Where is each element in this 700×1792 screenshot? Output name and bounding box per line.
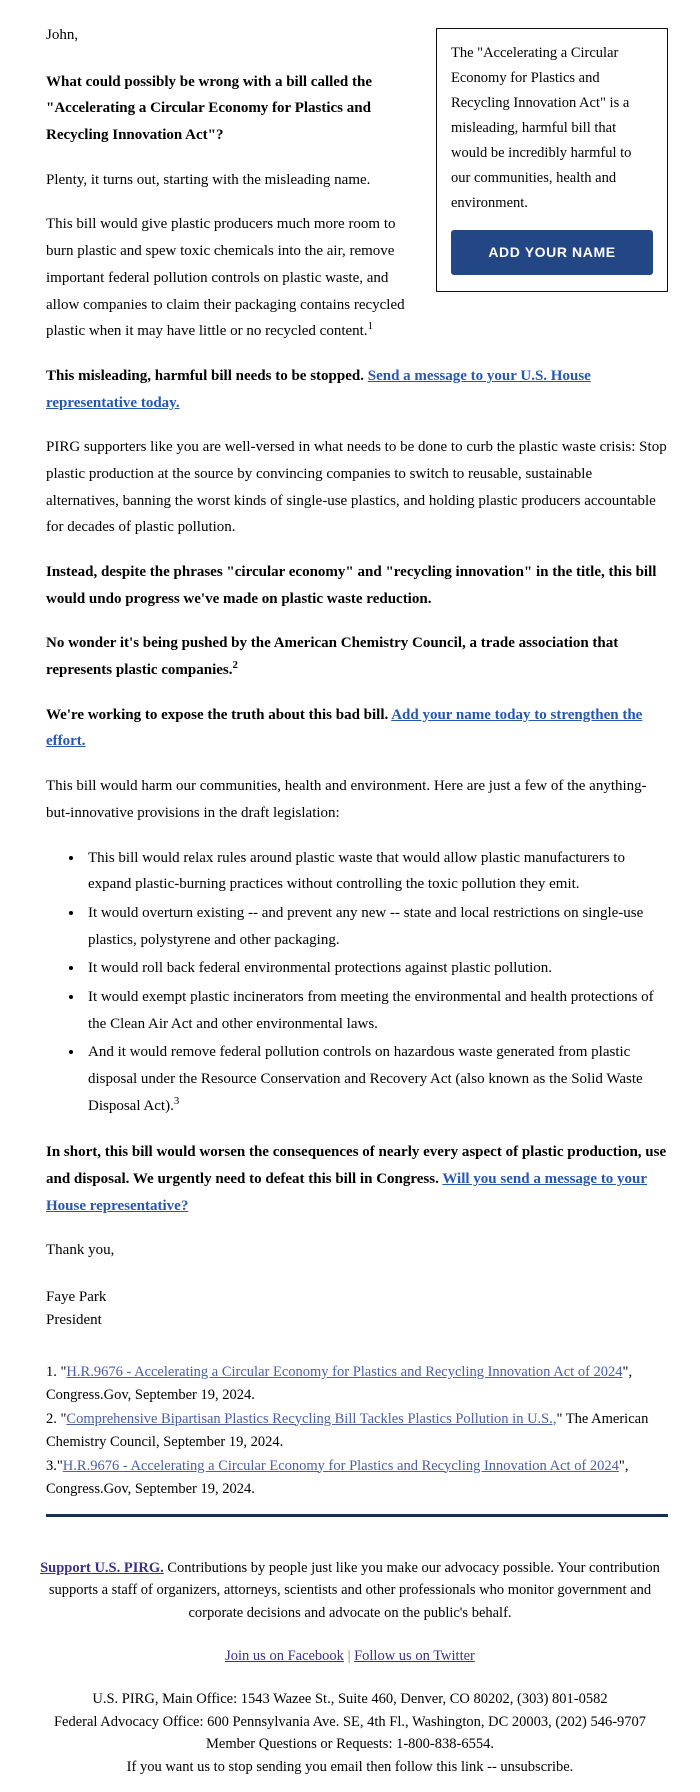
list-item bbox=[84, 1039, 668, 1119]
footer-divider bbox=[46, 1514, 668, 1517]
footnote-rest: ", Congress.Gov, September 19, 2024. bbox=[46, 1363, 633, 1404]
add-your-name-link[interactable]: Add your name today to strengthen the effort. bbox=[46, 706, 643, 750]
footnote-3 bbox=[46, 1455, 668, 1502]
facebook-link[interactable]: Join us on Facebook bbox=[225, 1648, 344, 1665]
support-paragraph bbox=[40, 1557, 660, 1626]
footnote-quote: " bbox=[56, 1457, 63, 1474]
footnote-1 bbox=[46, 1361, 668, 1408]
paragraph-no-wonder-text: No wonder it's being pushed by the American Chemistry Council, a trade association that represents plastic companies. bbox=[46, 635, 619, 679]
list-item bbox=[84, 955, 668, 982]
paragraph-in-short-lead: In short, this bill would worsen the consequences of nearly every aspect of plastic production, use and disposal. We urgently need to defeat this bill in Congress. bbox=[46, 1144, 667, 1188]
address-block bbox=[40, 1688, 660, 1778]
list-item-text: This bill would relax rules around plastic waste that would allow plastic manufacturers to expand plastic-burning practices without controlling the toxic pollution they emit. bbox=[88, 849, 625, 893]
footnote-quote: " bbox=[60, 1410, 67, 1427]
footnote-number: 3. bbox=[46, 1457, 57, 1474]
footnote-link[interactable]: Comprehensive Bipartisan Plastics Recycling Bill Tackles Plastics Pollution in U.S., bbox=[66, 1410, 557, 1427]
footnote-number: 1. bbox=[46, 1363, 61, 1380]
paragraph-harm-intro: This bill would harm our communities, health and environment. Here are just a few of the anything-but-innovative provisions in the draft legislation: bbox=[46, 778, 647, 821]
paragraph-in-short bbox=[46, 1139, 668, 1219]
footnote-link[interactable]: H.R.9676 - Accelerating a Circular Economy for Plastics and Recycling Innovation Act of 2024 bbox=[62, 1457, 619, 1474]
paragraph-no-wonder bbox=[46, 630, 668, 683]
paragraph-bill-would-give-text: This bill would give plastic producers much more room to burn plastic and spew toxic chemicals into the air, remove important federal pollution controls on plastic waste, and allow companies to claim their packaging contains recycled plastic when it may have little or no recycled content. bbox=[46, 216, 405, 340]
address-line-unsubscribe: If you want us to stop sending you email then follow this link -- unsubscribe. bbox=[126, 1758, 574, 1775]
paragraph-needs-stopped-lead: This misleading, harmful bill needs to be stopped. bbox=[46, 367, 368, 384]
footnote-ref-1[interactable]: 1 bbox=[367, 320, 373, 333]
footnote-rest: ", Congress.Gov, September 19, 2024. bbox=[46, 1457, 629, 1498]
send-message-house-link[interactable]: Send a message to your U.S. House representative today. bbox=[46, 367, 591, 411]
footnote-2 bbox=[46, 1408, 668, 1455]
list-item bbox=[84, 900, 668, 953]
social-links bbox=[40, 1645, 660, 1668]
paragraph-needs-stopped bbox=[46, 363, 668, 416]
list-item bbox=[84, 845, 668, 898]
footnote-ref-2[interactable]: 2 bbox=[232, 659, 238, 672]
callout-text: The "Accelerating a Circular Economy for Plastics and Recycling Innovation Act" is a misleading, harmful bill that would be incredibly harmful to our communities, health and environment. bbox=[451, 45, 632, 211]
footnote-number: 2. bbox=[46, 1410, 61, 1427]
support-text: Contributions by people just like you make our advocacy possible. Your contribution supports a staff of organizers, attorneys, scientists and other professionals who monitor government and corporate decisions and advocate on the public's behalf. bbox=[48, 1559, 660, 1622]
footnote-rest: " The American Chemistry Council, September 19, 2024. bbox=[46, 1410, 649, 1451]
footnote-ref-3[interactable]: 3 bbox=[173, 1094, 180, 1107]
paragraph-exposing-truth-lead: We're working to expose the truth about this bad bill. bbox=[46, 706, 392, 723]
will-you-send-message-link[interactable]: Will you send a message to your House representative? bbox=[46, 1171, 648, 1214]
list-item bbox=[84, 984, 668, 1037]
footnote-link[interactable]: H.R.9676 - Accelerating a Circular Economy for Plastics and Recycling Innovation Act of 2024 bbox=[66, 1363, 623, 1380]
address-line-main-office: U.S. PIRG, Main Office: 1543 Wazee St., Suite 460, Denver, CO 80202, (303) 801-0582 bbox=[92, 1691, 608, 1708]
add-your-name-button[interactable]: ADD YOUR NAME bbox=[451, 230, 653, 275]
email-footer bbox=[0, 1527, 700, 1792]
thank-you: Thank you, bbox=[46, 1242, 115, 1259]
footnotes-section bbox=[46, 1361, 668, 1502]
social-separator: | bbox=[343, 1648, 355, 1665]
action-callout-box bbox=[436, 28, 668, 292]
list-item-text: It would exempt plastic incinerators from meeting the environmental and health protections of the Clean Air Act and other environmental laws. bbox=[88, 988, 654, 1032]
paragraph-exposing-truth bbox=[46, 702, 668, 755]
paragraph-instead: Instead, despite the phrases "circular economy" and "recycling innovation" in the title, this bill would undo progress we've made on plastic waste reduction. bbox=[46, 564, 657, 607]
support-pirg-link[interactable]: Support U.S. PIRG. bbox=[40, 1559, 164, 1576]
paragraph-plenty: Plenty, it turns out, starting with the misleading name. bbox=[46, 171, 371, 188]
footnote-quote: " bbox=[60, 1363, 67, 1380]
signature-title: President bbox=[46, 1312, 102, 1329]
paragraph-pirg-supporters: PIRG supporters like you are well-versed in what needs to be done to curb the plastic waste crisis: Stop plastic production at the source by convincing companies to switch to reusable, sustainable alternatives, banning the worst kinds of single-use plastics, and holding plastic producers accountable for decades of plastic pollution. bbox=[46, 439, 667, 536]
list-item-text: It would roll back federal environmental protections against plastic pollution. bbox=[88, 960, 553, 977]
signature-name: Faye Park bbox=[46, 1289, 107, 1306]
address-line-federal-office: Federal Advocacy Office: 600 Pennsylvania Ave. SE, 4th Fl., Washington, DC 20003, (202) 546-9707 bbox=[53, 1713, 647, 1730]
list-item-text: It would overturn existing -- and prevent any new -- state and local restrictions on single-use plastics, polystyrene and other packaging. bbox=[88, 904, 644, 948]
provisions-list bbox=[46, 845, 668, 1120]
greeting: John, bbox=[46, 27, 79, 43]
list-item-text: And it would remove federal pollution controls on hazardous waste generated from plastic disposal under the Resource Conservation and Recovery Act (also known as the Solid Waste Disposal Act). bbox=[88, 1044, 643, 1114]
twitter-link[interactable]: Follow us on Twitter bbox=[354, 1648, 475, 1665]
address-line-member-questions: Member Questions or Requests: 1-800-838-6554. bbox=[206, 1736, 494, 1753]
headline: What could possibly be wrong with a bill called the "Accelerating a Circular Economy for Plastics and Recycling Innovation Act"? bbox=[46, 73, 373, 144]
